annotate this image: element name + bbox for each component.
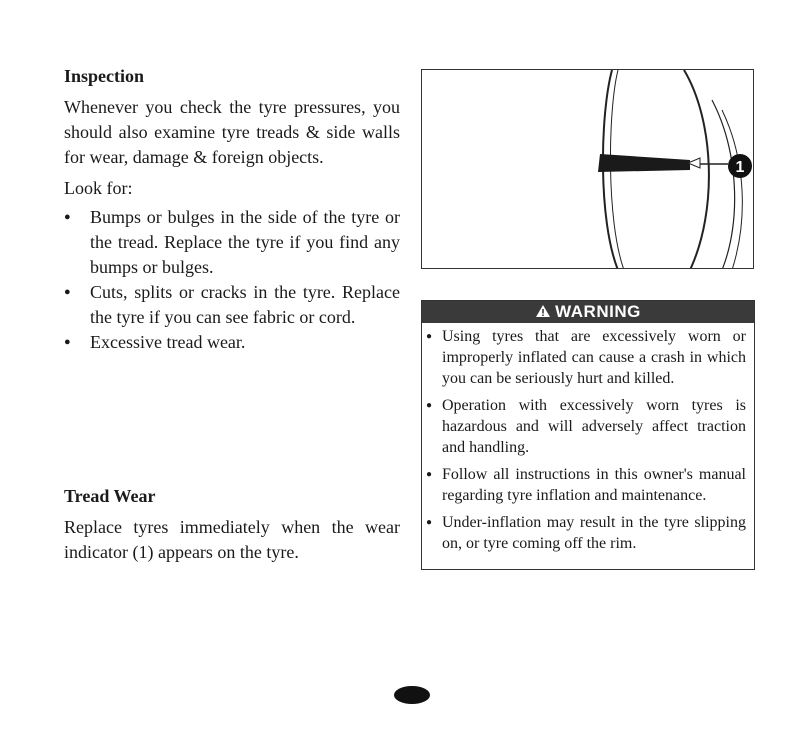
warning-item-under-inflation: ● Under-inflation may result in the tyre slipping on, or tyre coming off the rim. xyxy=(442,512,746,554)
warning-item-operation: ● Operation with excessively worn tyres is hazardous and will adversely affect traction and handling. xyxy=(442,395,746,458)
tread-wear-body: Replace tyres immediately when the wear indicator (1) appears on the tyre. xyxy=(64,517,400,562)
warning-item-worn-tyres: ● Using tyres that are excessively worn or improperly inflated can cause a crash in which you can be seriously hurt and killed. xyxy=(442,326,746,389)
inspection-bullet-wear: ● Excessive tread wear. xyxy=(64,330,400,355)
inspection-intro: Whenever you check the tyre pressures, you should also examine tyre treads & side walls for wear, damage & foreign objects. xyxy=(64,97,400,167)
inspection-bullet-cuts: ● Cuts, splits or cracks in the tyre. Replace the tyre if you can see fabric or cord. xyxy=(64,280,400,330)
warning-header xyxy=(422,301,754,323)
inspection-section xyxy=(64,66,400,355)
look-for-label: Look for: xyxy=(64,178,133,198)
warning-box xyxy=(421,300,755,570)
inspection-heading: Inspection xyxy=(64,66,145,86)
tread-wear-heading: Tread Wear xyxy=(64,486,156,506)
warning-item-instructions: ● Follow all instructions in this owner's manual regarding tyre inflation and maintenance. xyxy=(442,464,746,506)
tread-wear-bar xyxy=(598,154,690,172)
page-number-marker xyxy=(394,686,430,704)
inspection-bullet-bumps: ● Bumps or bulges in the side of the tyre or the tread. Replace the tyre if you find any bumps or bulges. xyxy=(64,205,400,280)
warning-list xyxy=(422,323,754,554)
warning-triangle-icon xyxy=(535,304,551,318)
tyre-illustration xyxy=(422,70,754,269)
inspection-bullet-list xyxy=(64,205,400,355)
callout-number: 1 xyxy=(735,159,745,176)
tyre-wear-indicator-figure xyxy=(421,69,754,269)
warning-title: WARNING xyxy=(555,302,641,321)
rim-curve-outer xyxy=(712,100,735,269)
tread-wear-section xyxy=(64,486,400,565)
